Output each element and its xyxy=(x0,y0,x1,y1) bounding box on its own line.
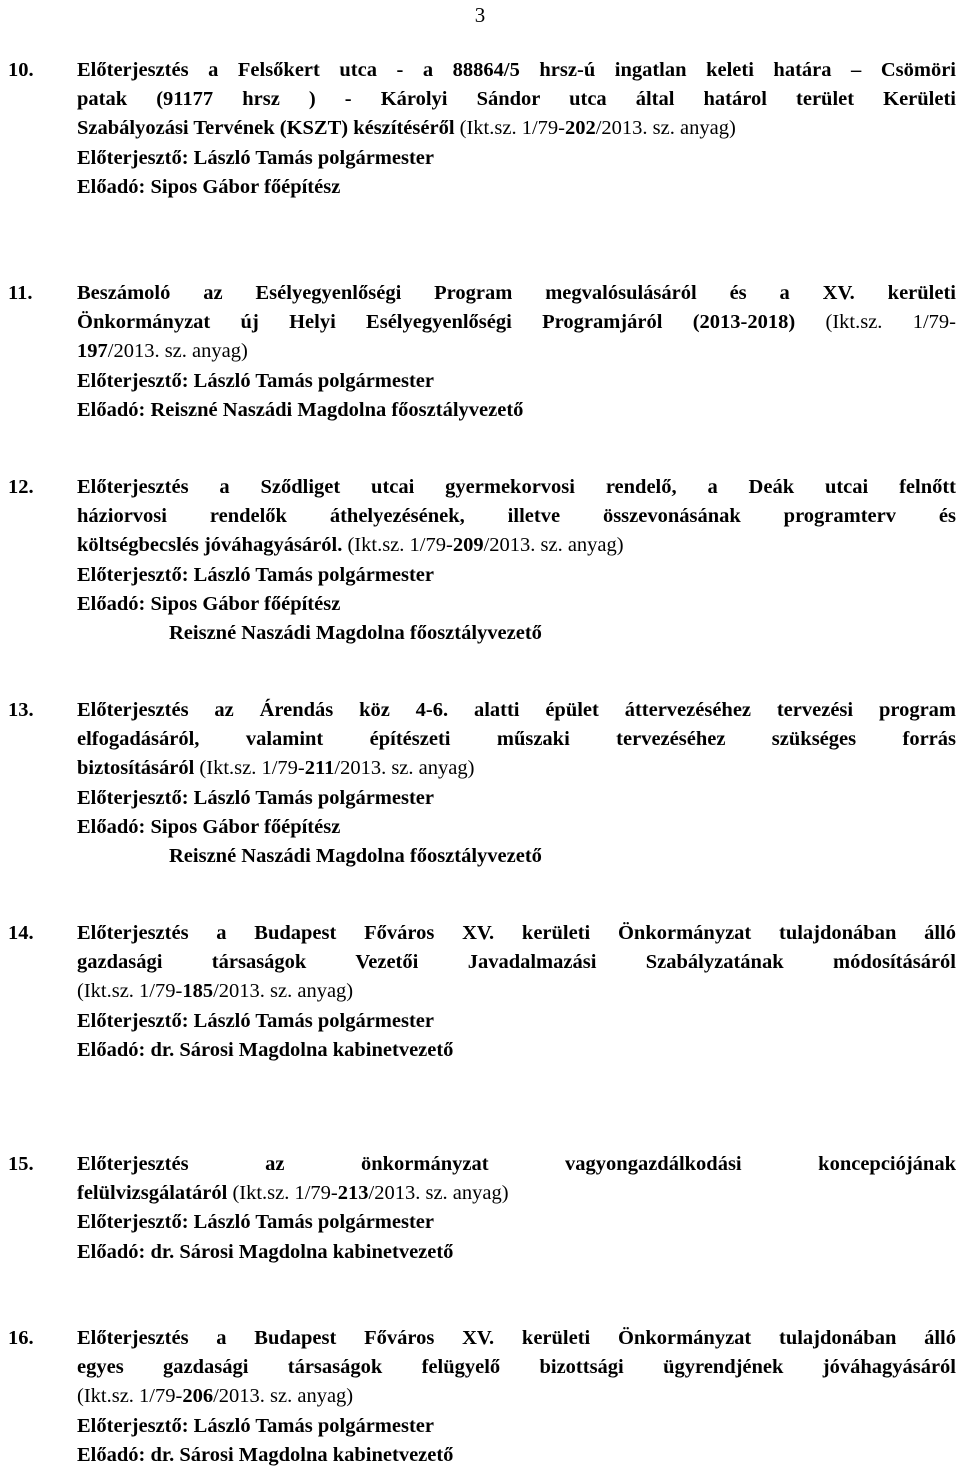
title-text: /2013. sz. anyag) xyxy=(334,757,475,780)
agenda-item-title-line xyxy=(77,725,956,754)
agenda-item-title-line xyxy=(77,754,956,783)
title-text-bold: Szabályozási Tervének (KSZT) készítéséről xyxy=(77,117,460,140)
agenda-item-title-line xyxy=(77,1150,956,1179)
title-text-bold: egyes gazdasági társaságok felügyelő bizottsági ügyrendjének jóváhagyásáról xyxy=(77,1356,956,1379)
agenda-item-title-line xyxy=(77,279,956,308)
agenda-item-body xyxy=(77,919,956,1065)
title-text-bold: elfogadásáról, valamint építészeti műszaki tervezéséhez szükséges forrás xyxy=(77,728,956,751)
title-text: (Ikt.sz. 1/79- xyxy=(77,980,183,1003)
title-text: (Ikt.sz. 1/79- xyxy=(199,757,305,780)
agenda-item-title-line xyxy=(77,1382,956,1411)
agenda-item-title-line xyxy=(77,696,956,725)
agenda-item-presenter: Előterjesztő: László Tamás polgármester xyxy=(77,369,434,392)
agenda-item-body xyxy=(77,56,956,202)
title-text-bold: Önkormányzat új Helyi Esélyegyenlőségi Programjáról (2013-2018) xyxy=(77,311,826,334)
agenda-item-presenter: Reiszné Naszádi Magdolna főosztályvezető xyxy=(169,845,542,868)
title-text: (Ikt.sz. 1/79- xyxy=(232,1182,338,1205)
agenda-item-presenter: Előterjesztő: László Tamás polgármester xyxy=(77,786,434,809)
agenda-item-title-line xyxy=(77,1353,956,1382)
agenda-item-presenter: Előterjesztő: László Tamás polgármester xyxy=(77,146,434,169)
agenda-item-number: 13. xyxy=(8,699,34,721)
agenda-item-presenter: Előadó: dr. Sárosi Magdolna kabinetvezető xyxy=(77,1038,454,1061)
agenda-item-presenter: Előterjesztő: László Tamás polgármester xyxy=(77,563,434,586)
title-text: (Ikt.sz. 1/79- xyxy=(347,534,453,557)
agenda-item-title-line xyxy=(77,473,956,502)
title-text-bold: felülvizsgálatáról xyxy=(77,1182,233,1205)
title-text-bold: háziorvosi rendelők áthelyezésének, illetve összevonásának programterv és xyxy=(77,505,956,528)
agenda-item-presenter: Előadó: Sipos Gábor főépítész xyxy=(77,592,341,615)
title-text-bold: 202 xyxy=(564,117,596,140)
title-text-bold: költségbecslés jóváhagyásáról. xyxy=(77,534,348,557)
agenda-item-presenter: Reiszné Naszádi Magdolna főosztályvezető xyxy=(169,622,542,645)
title-text-bold: patak (91177 hrsz ) - Károlyi Sándor utca által határol terület Kerületi xyxy=(77,88,956,111)
agenda-item-title-line xyxy=(77,531,956,560)
agenda-item-body xyxy=(77,1150,956,1267)
agenda-item-body xyxy=(77,696,956,871)
agenda-item-title-line xyxy=(77,948,956,977)
agenda-item-presenter: Előadó: dr. Sárosi Magdolna kabinetvezető xyxy=(77,1443,454,1466)
agenda-item-number: 10. xyxy=(8,59,34,81)
title-text-bold: gazdasági társaságok Vezetői Javadalmazási Szabályzatának módosításáról xyxy=(77,951,956,974)
title-text-bold: 209 xyxy=(452,534,484,557)
agenda-item-presenter: Előadó: dr. Sárosi Magdolna kabinetvezető xyxy=(77,1240,454,1263)
agenda-item-presenter: Előterjesztő: László Tamás polgármester xyxy=(77,1211,434,1234)
title-text: (Ikt.sz. 1/79- xyxy=(825,311,956,334)
agenda-item-number: 15. xyxy=(8,1153,34,1175)
agenda-item-title-line xyxy=(77,337,956,366)
agenda-item-title-line xyxy=(77,85,956,114)
agenda-item-presenter: Előadó: Sipos Gábor főépítész xyxy=(77,815,341,838)
agenda-item-presenter: Előterjesztő: László Tamás polgármester xyxy=(77,1414,434,1437)
agenda-item-title-line xyxy=(77,56,956,85)
title-text-bold: Előterjesztés a Budapest Főváros XV. kerületi Önkormányzat tulajdonában álló xyxy=(77,1327,956,1349)
agenda-item-title-line xyxy=(77,1179,956,1208)
title-text-bold: 211 xyxy=(304,757,335,780)
title-text-bold: 206 xyxy=(182,1385,214,1408)
title-text-bold: Előterjesztés az önkormányzat vagyongazdálkodási koncepciójának xyxy=(77,1153,956,1175)
agenda-item-title-line xyxy=(77,502,956,531)
agenda-item-presenter: Előadó: Reiszné Naszádi Magdolna főosztályvezető xyxy=(77,398,524,421)
agenda-item-number: 16. xyxy=(8,1327,34,1349)
title-text-bold: Előterjesztés az Árendás köz 4-6. alatti épület áttervezéséhez tervezési program xyxy=(77,699,956,721)
agenda-item-number: 14. xyxy=(8,922,34,944)
agenda-item-title-line xyxy=(77,114,956,143)
title-text: /2013. sz. anyag) xyxy=(213,1385,354,1408)
title-text: (Ikt.sz. 1/79- xyxy=(77,1385,183,1408)
title-text-bold: Beszámoló az Esélyegyenlőségi Program megvalósulásáról és a XV. kerületi xyxy=(77,282,956,304)
title-text: /2013. sz. anyag) xyxy=(595,117,736,140)
agenda-item-number: 11. xyxy=(8,282,33,304)
agenda-item-title-line xyxy=(77,1324,956,1353)
title-text: (Ikt.sz. 1/79- xyxy=(459,117,565,140)
title-text: /2013. sz. anyag) xyxy=(483,534,624,557)
agenda-item-title-line xyxy=(77,308,956,337)
page-number: 3 xyxy=(474,3,486,27)
title-text-bold: 197 xyxy=(77,340,108,363)
title-text-bold: Előterjesztés a Budapest Főváros XV. kerületi Önkormányzat tulajdonában álló xyxy=(77,922,956,944)
agenda-item-title-line xyxy=(77,977,956,1006)
title-text-bold: Előterjesztés a Felsőkert utca - a 88864/5 hrsz-ú ingatlan keleti határa – Csömöri xyxy=(77,59,956,81)
title-text: /2013. sz. anyag) xyxy=(213,980,354,1003)
agenda-item-body xyxy=(77,473,956,648)
agenda-item-presenter: Előterjesztő: László Tamás polgármester xyxy=(77,1009,434,1032)
agenda-item-presenter: Előadó: Sipos Gábor főépítész xyxy=(77,175,341,198)
agenda-item-title-line xyxy=(77,919,956,948)
title-text: /2013. sz. anyag) xyxy=(368,1182,509,1205)
agenda-item-number: 12. xyxy=(8,476,34,498)
title-text-bold: Előterjesztés a Sződliget utcai gyermekorvosi rendelő, a Deák utcai felnőtt xyxy=(77,476,956,498)
title-text: /2013. sz. anyag) xyxy=(107,340,248,363)
title-text-bold: 213 xyxy=(337,1182,369,1205)
title-text-bold: biztosításáról xyxy=(77,757,200,780)
agenda-item-body xyxy=(77,1324,956,1470)
agenda-item-body xyxy=(77,279,956,425)
title-text-bold: 185 xyxy=(182,980,214,1003)
